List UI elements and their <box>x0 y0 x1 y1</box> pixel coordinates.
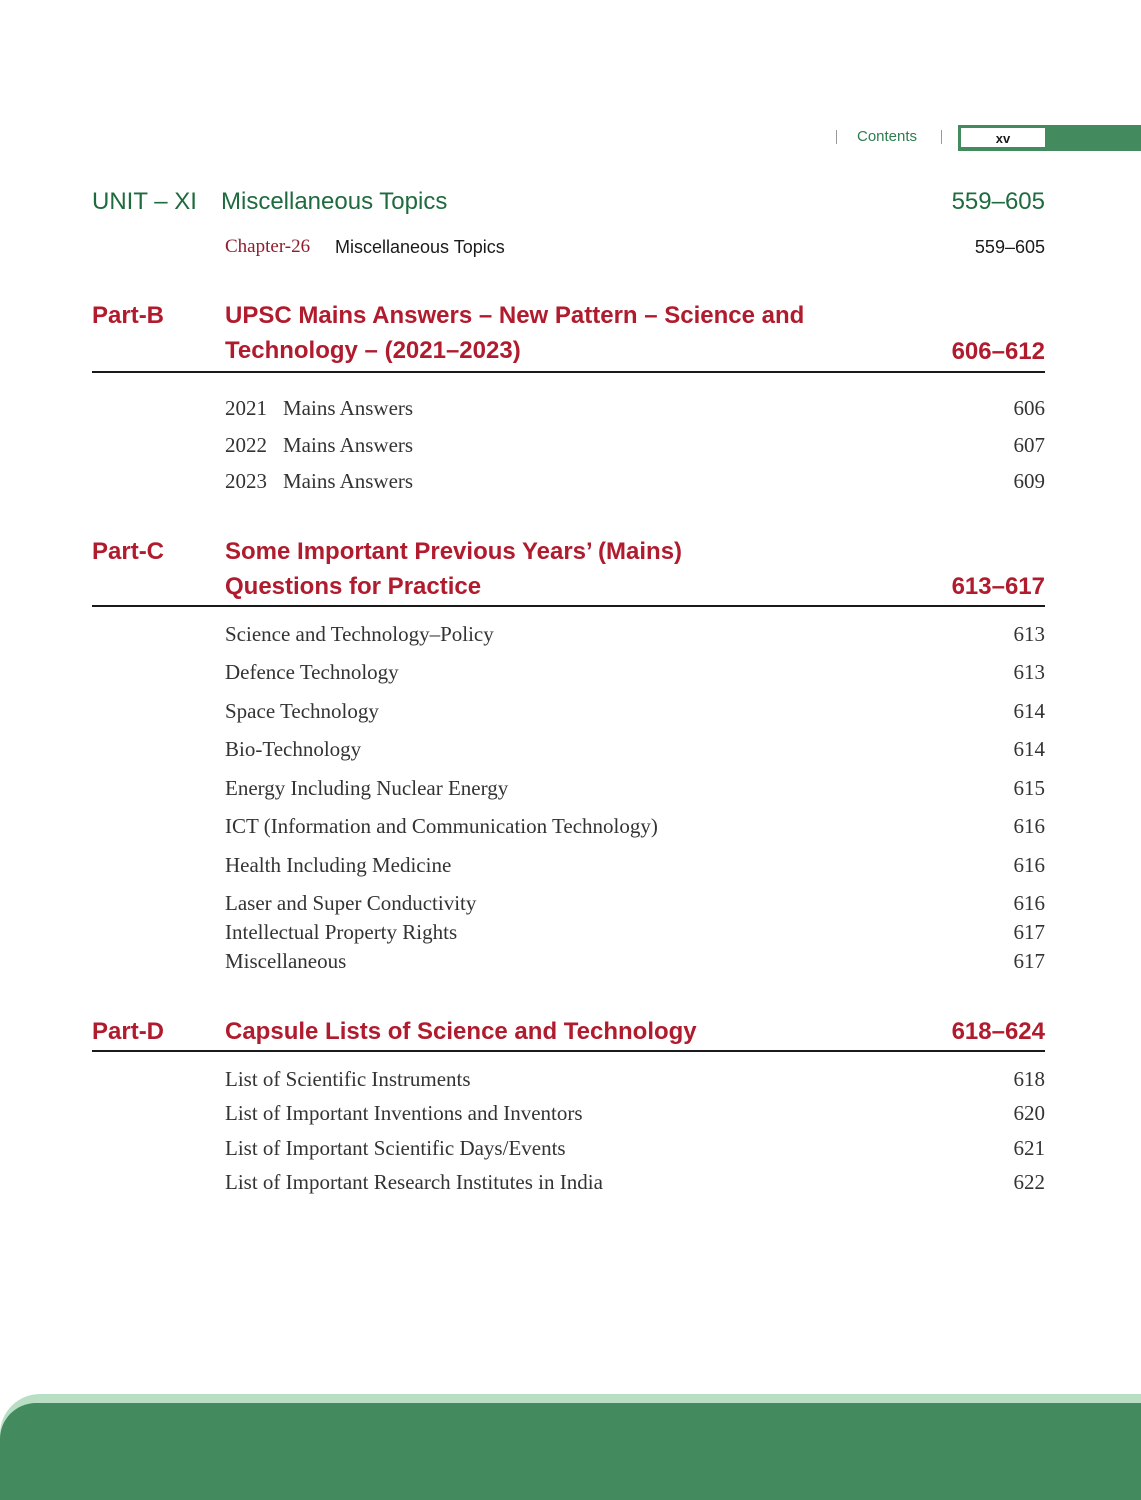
entry-title: Space Technology <box>225 699 379 723</box>
chapter-label: Chapter-26 <box>225 236 311 257</box>
toc-entry[interactable] <box>225 396 1045 426</box>
part-b-title <box>225 298 804 368</box>
part-d-title: Capsule Lists of Science and Technology <box>225 1018 697 1045</box>
toc-entry[interactable] <box>225 469 1045 499</box>
part-d-pages: 618–624 <box>951 1018 1045 1045</box>
part-b-label: Part-B <box>92 302 165 329</box>
entry-page: 613 <box>1013 622 1045 646</box>
entry-page: 618 <box>1013 1067 1045 1091</box>
unit-title: Miscellaneous Topics <box>221 188 448 215</box>
part-d-label: Part-D <box>92 1018 165 1045</box>
entry-year: 2021 <box>225 396 267 420</box>
entry-title: Intellectual Property Rights <box>225 920 458 944</box>
entry-page: 620 <box>1013 1101 1045 1125</box>
unit-pages: 559–605 <box>951 188 1045 215</box>
part-c-title-line1: Some Important Previous Years’ (Mains) <box>225 538 683 565</box>
entry-year: 2022 <box>225 433 267 457</box>
section-rule <box>92 1050 1045 1052</box>
page-number: xv <box>961 128 1045 147</box>
entry-page: 614 <box>1013 737 1045 761</box>
entry-page: 615 <box>1013 776 1045 800</box>
entry-title: List of Important Scientific Days/Events <box>225 1136 566 1160</box>
toc-entry[interactable] <box>225 1067 1045 1097</box>
section-rule <box>92 371 1045 373</box>
entry-title: Defence Technology <box>225 660 399 684</box>
toc-entry[interactable] <box>225 949 1045 979</box>
entry-page: 606 <box>1013 396 1045 420</box>
toc-entry[interactable] <box>225 737 1045 767</box>
chapter-pages: 559–605 <box>974 237 1045 257</box>
toc-entry[interactable] <box>225 622 1045 652</box>
entry-page: 609 <box>1013 469 1045 493</box>
entry-title: Health Including Medicine <box>225 853 452 877</box>
unit-label: UNIT – XI <box>92 188 197 215</box>
section-rule <box>92 605 1045 607</box>
toc-entry[interactable] <box>225 920 1045 950</box>
part-c-title-line2: Questions for Practice <box>225 573 482 600</box>
toc-entry[interactable] <box>225 814 1045 844</box>
footer-band <box>0 1403 1141 1500</box>
toc-entry[interactable] <box>225 660 1045 690</box>
entry-title: Mains Answers <box>283 396 414 420</box>
toc-entry[interactable] <box>225 776 1045 806</box>
entry-title: ICT (Information and Communication Technology) <box>225 814 658 838</box>
part-c-title <box>225 534 682 604</box>
entry-title: List of Scientific Instruments <box>225 1067 471 1091</box>
part-b-title-line1: UPSC Mains Answers – New Pattern – Science and <box>225 302 805 329</box>
entry-page: 607 <box>1013 433 1045 457</box>
entry-page: 617 <box>1013 920 1045 944</box>
toc-entry[interactable] <box>225 853 1045 883</box>
entry-page: 616 <box>1013 853 1045 877</box>
entry-title: List of Important Research Institutes in India <box>225 1170 603 1194</box>
entry-title: List of Important Inventions and Inventors <box>225 1101 583 1125</box>
entry-title: Science and Technology–Policy <box>225 622 494 646</box>
entry-title: Miscellaneous <box>225 949 347 973</box>
toc-entry[interactable] <box>225 699 1045 729</box>
entry-title: Energy Including Nuclear Energy <box>225 776 509 800</box>
entry-title: Mains Answers <box>283 469 414 493</box>
entry-title: Mains Answers <box>283 433 414 457</box>
header-divider <box>941 130 942 144</box>
part-b-title-line2: Technology – (2021–2023) <box>225 337 521 364</box>
toc-entry[interactable] <box>225 433 1045 463</box>
entry-page: 613 <box>1013 660 1045 684</box>
toc-entry[interactable] <box>225 891 1045 921</box>
entry-title: Laser and Super Conductivity <box>225 891 477 915</box>
part-b-pages: 606–612 <box>951 338 1045 365</box>
toc-entry[interactable] <box>225 1136 1045 1166</box>
part-c-label: Part-C <box>92 538 165 565</box>
entry-title: Bio-Technology <box>225 737 362 761</box>
entry-page: 614 <box>1013 699 1045 723</box>
part-c-pages: 613–617 <box>951 573 1045 600</box>
entry-year: 2023 <box>225 469 267 493</box>
entry-page: 621 <box>1013 1136 1045 1160</box>
entry-page: 616 <box>1013 814 1045 838</box>
entry-page: 616 <box>1013 891 1045 915</box>
running-header-label: Contents <box>857 128 918 145</box>
entry-page: 622 <box>1013 1170 1045 1194</box>
header-divider <box>836 130 837 144</box>
entry-page: 617 <box>1013 949 1045 973</box>
toc-entry[interactable] <box>225 1101 1045 1131</box>
chapter-title: Miscellaneous Topics <box>335 237 505 257</box>
toc-entry[interactable] <box>225 1170 1045 1200</box>
